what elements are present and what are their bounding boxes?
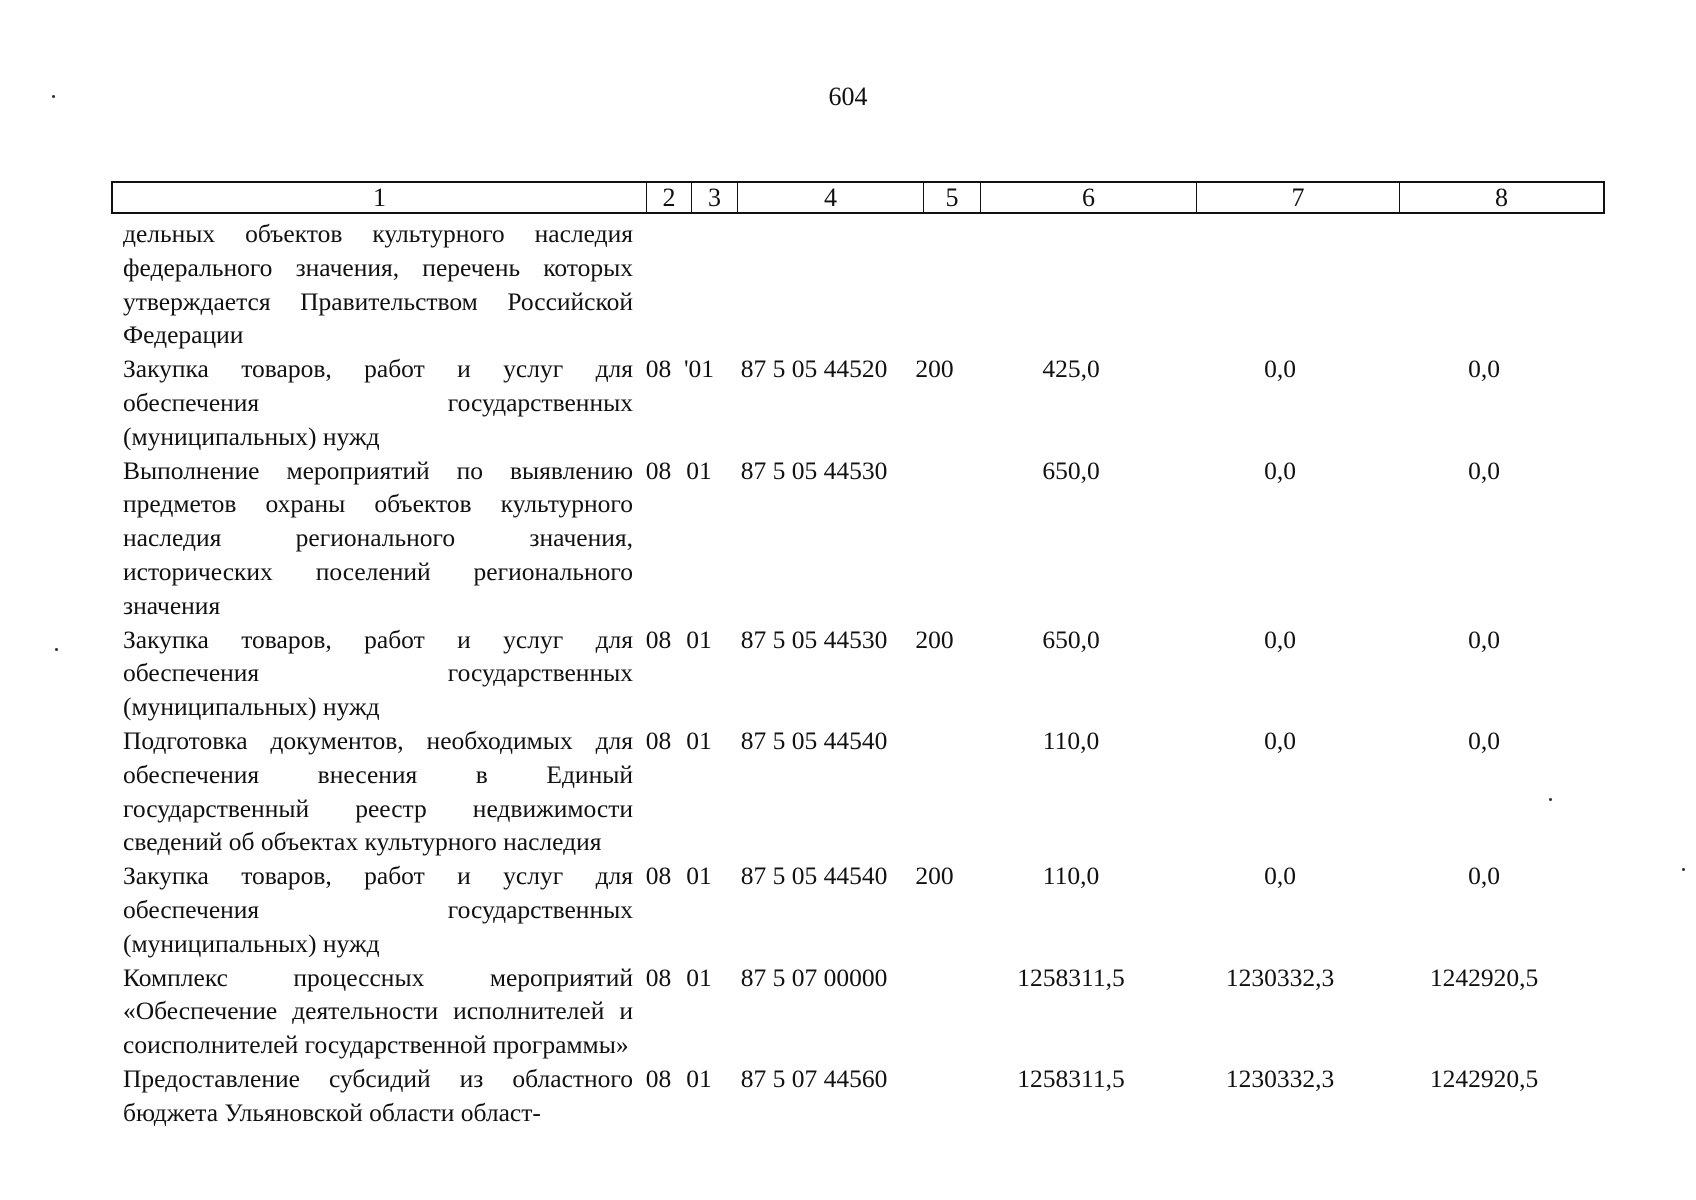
row-description: Выполнение мероприятий по выявлению предметов охраны объектов культурного наследия регионального значения, исторических поселений регионального значения	[123, 455, 633, 620]
row-section: 08	[645, 624, 672, 654]
scan-speck	[1549, 798, 1552, 801]
table-row	[111, 623, 1605, 724]
row-amount-1: 1258311,5	[1017, 962, 1125, 992]
row-expense-type: 200	[915, 624, 954, 654]
row-amount-1: 1258311,5	[1017, 1063, 1125, 1093]
row-description: Закупка товаров, работ и услуг для обеспечения государственных (муниципальных) нужд	[123, 624, 633, 722]
row-target-code	[722, 217, 906, 352]
row-amount-1: 650,0	[1042, 455, 1100, 485]
header-col-2: 2	[647, 183, 692, 212]
row-expense-type	[906, 454, 963, 623]
page-number: 604	[828, 82, 868, 111]
row-amount-3	[1381, 217, 1587, 352]
header-col-6: 6	[981, 183, 1197, 212]
row-section: 08	[645, 962, 672, 992]
table-row	[111, 724, 1605, 859]
row-section: 08	[645, 455, 672, 485]
row-expense-type	[906, 1062, 963, 1130]
row-target-code: 87 5 05 44530	[740, 624, 888, 654]
row-amount-2: 0,0	[1264, 354, 1296, 384]
row-subsection: 01	[686, 725, 712, 755]
row-amount-1: 110,0	[1042, 725, 1100, 755]
row-section: 08	[645, 861, 672, 891]
header-col-7: 7	[1197, 183, 1400, 212]
row-amount-3: 1242920,5	[1429, 962, 1539, 992]
row-description: дельных объектов культурного наследия федерального значения, перечень которых утверждается Правительством Российской Федерации	[123, 219, 633, 350]
row-target-code: 87 5 05 44540	[740, 861, 888, 891]
row-section: 08	[645, 1063, 672, 1093]
table-header	[111, 181, 1605, 214]
row-amount-2: 0,0	[1264, 861, 1296, 891]
row-amount-1	[963, 217, 1179, 352]
header-col-5: 5	[924, 183, 981, 212]
row-amount-1: 425,0	[1042, 354, 1100, 384]
row-amount-2: 1230332,3	[1225, 1063, 1335, 1093]
row-target-code: 87 5 05 44540	[740, 725, 888, 755]
row-description: Закупка товаров, работ и услуг для обеспечения государственных (муниципальных) нужд	[123, 354, 633, 451]
row-section: 08	[645, 725, 672, 755]
row-subsection: 01	[686, 861, 712, 891]
row-amount-3: 1242920,5	[1429, 1063, 1539, 1093]
row-amount-3: 0,0	[1468, 725, 1500, 755]
scan-speck	[52, 95, 55, 98]
scan-speck	[55, 648, 58, 651]
row-amount-1: 110,0	[1042, 861, 1100, 891]
table-body	[111, 217, 1605, 1130]
table-row	[111, 352, 1605, 453]
row-amount-2: 1230332,3	[1225, 962, 1335, 992]
row-amount-2	[1179, 217, 1381, 352]
row-subsection: 01	[686, 624, 712, 654]
row-amount-3: 0,0	[1468, 455, 1500, 485]
row-target-code: 87 5 05 44520	[740, 354, 888, 384]
row-subsection: 01	[686, 1063, 712, 1093]
row-section	[633, 217, 676, 352]
header-col-3: 3	[692, 183, 738, 212]
row-description: Подготовка документов, необходимых для обеспечения внесения в Единый государственный реестр недвижимости сведений об объектах культурного наследия	[123, 725, 633, 857]
row-amount-3: 0,0	[1468, 861, 1500, 891]
row-target-code: 87 5 05 44530	[740, 455, 888, 485]
row-subsection: 01	[686, 962, 712, 992]
row-subsection	[676, 217, 722, 352]
row-amount-3: 0,0	[1468, 624, 1500, 654]
row-target-code: 87 5 07 00000	[740, 962, 888, 992]
row-description: Закупка товаров, работ и услуг для обеспечения государственных (муниципальных) нужд	[123, 861, 633, 958]
table-row	[111, 217, 1605, 352]
row-amount-3: 0,0	[1468, 354, 1500, 384]
header-col-4: 4	[738, 183, 924, 212]
row-amount-2: 0,0	[1264, 624, 1296, 654]
row-section: 08	[645, 354, 672, 384]
row-amount-2: 0,0	[1264, 725, 1296, 755]
row-description: Предоставление субсидий из областного бюджета Ульяновской области област-	[123, 1063, 633, 1127]
row-expense-type: 200	[915, 354, 954, 384]
row-description: Комплекс процессных мероприятий «Обеспечение деятельности исполнителей и соисполнителей государственной программы»	[123, 962, 633, 1060]
header-col-1: 1	[113, 183, 647, 212]
table-row	[111, 1062, 1605, 1130]
scan-speck	[1682, 868, 1685, 871]
row-subsection: 01	[686, 455, 712, 485]
table-row	[111, 454, 1605, 623]
row-expense-type	[906, 217, 963, 352]
row-expense-type: 200	[915, 861, 954, 891]
row-subsection: '01	[683, 354, 715, 384]
row-expense-type	[906, 961, 963, 1062]
table-row	[111, 859, 1605, 960]
row-amount-1: 650,0	[1042, 624, 1100, 654]
header-col-8: 8	[1495, 183, 1508, 212]
row-expense-type	[906, 724, 963, 859]
row-target-code: 87 5 07 44560	[740, 1063, 888, 1093]
row-amount-2: 0,0	[1264, 455, 1296, 485]
table-row	[111, 961, 1605, 1062]
